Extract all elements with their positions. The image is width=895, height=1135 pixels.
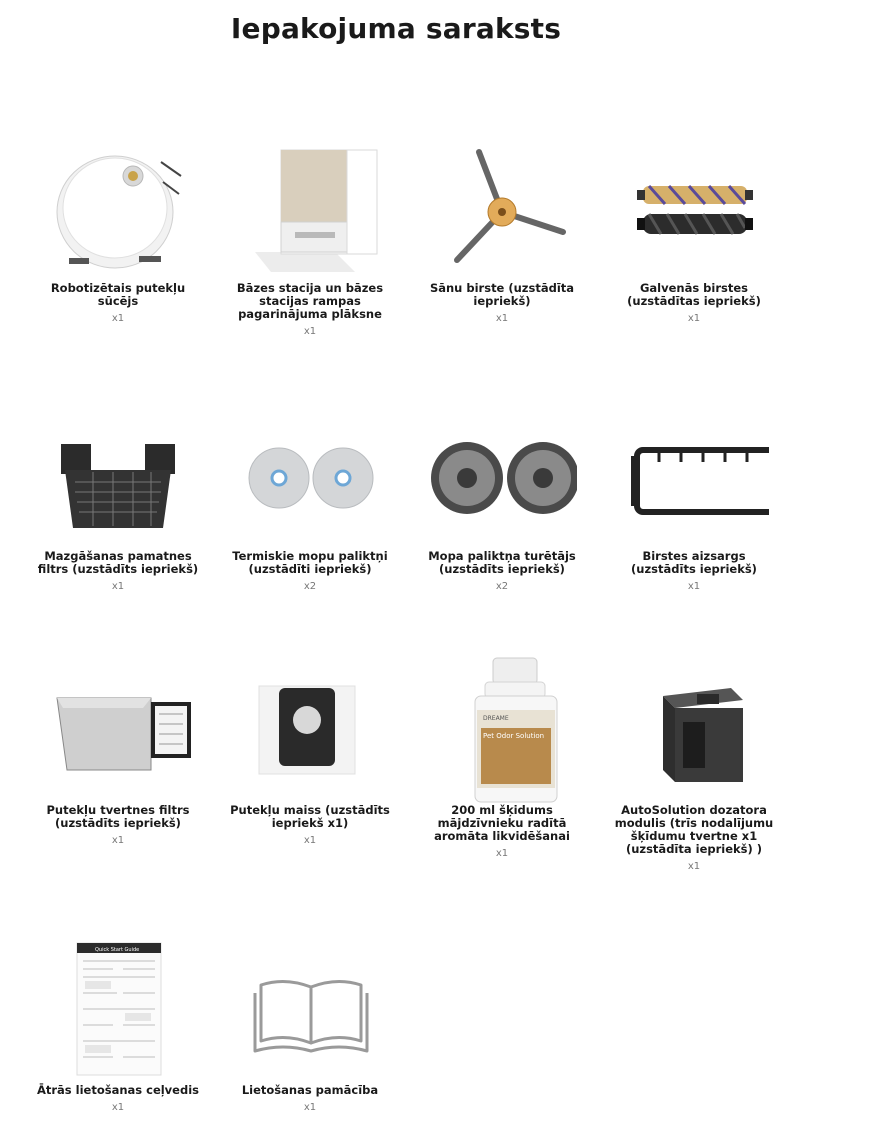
item-quantity: x1 [687, 313, 701, 324]
brush-guard-icon [619, 410, 769, 540]
item-name: Galvenās birstes (uzstādītas iepriekš) [627, 281, 761, 308]
package-item [598, 654, 790, 872]
mop-holder-icon [427, 410, 577, 540]
package-item [22, 934, 214, 1113]
item-name: Bāzes stacija un bāzes stacijas rampas pagarinājuma plāksne [236, 281, 384, 321]
mop-pads-icon [235, 410, 385, 540]
item-quantity: x1 [111, 581, 125, 592]
item-name: Sānu birste (uzstādīta iepriekš) [429, 281, 575, 308]
item-name: Mazgāšanas pamatnes filtrs (uzstādīts iepriekš) [37, 549, 199, 576]
quick-guide-icon [43, 939, 193, 1079]
bottle-product-label: Pet Odor Solution [483, 732, 545, 740]
washboard-filter-icon [43, 410, 193, 540]
package-item [214, 654, 406, 846]
dust-bag-icon [235, 664, 385, 794]
bottle-brand-label: DREAME [483, 715, 509, 722]
item-quantity: x1 [495, 848, 509, 859]
package-item [214, 934, 406, 1113]
item-quantity: x1 [111, 313, 125, 324]
robot-vacuum-icon [43, 142, 193, 272]
main-brushes-icon [619, 142, 769, 272]
item-name: Mopa paliktņa turētājs (uzstādīts iepriekš) [428, 549, 576, 576]
item-name: Putekļu maiss (uzstādīts iepriekš x1) [230, 803, 390, 830]
item-quantity: x1 [303, 326, 317, 337]
package-item [22, 132, 214, 324]
package-item [598, 132, 790, 324]
item-name: AutoSolution dozatora modulis (trīs nodalījumu šķīdumu tvertne x1 (uzstādīta iepriekš) ) [614, 803, 774, 856]
item-name: 200 ml šķidums mājdzīvnieku radītā aromāta likvidēšanai [434, 803, 570, 843]
item-quantity: x1 [111, 835, 125, 846]
package-item [406, 400, 598, 592]
dispenser-module-icon [619, 664, 769, 794]
item-quantity: x1 [111, 1102, 125, 1113]
solution-bottle-icon [427, 654, 577, 804]
page-title: Iepakojuma saraksts [230, 12, 562, 45]
item-quantity: x1 [495, 313, 509, 324]
dustbin-filter-icon [43, 664, 193, 794]
side-brush-icon [427, 142, 577, 272]
package-item [22, 654, 214, 846]
item-quantity: x1 [303, 1102, 317, 1113]
package-item [406, 654, 598, 859]
package-item [214, 400, 406, 592]
package-item [22, 400, 214, 592]
package-item [598, 400, 790, 592]
item-name: Termiskie mopu paliktņi (uzstādīti iepriekš) [232, 549, 388, 576]
base-station-icon [235, 142, 385, 272]
guide-header-label: Quick Start Guide [95, 947, 140, 953]
item-quantity: x1 [687, 861, 701, 872]
item-name: Lietošanas pamācība [241, 1083, 379, 1097]
item-name: Birstes aizsargs (uzstādīts iepriekš) [631, 549, 757, 576]
item-quantity: x2 [495, 581, 509, 592]
package-item [406, 132, 598, 324]
item-name: Robotizētais putekļu sūcējs [50, 281, 186, 308]
item-name: Ātrās lietošanas ceļvedis [36, 1083, 200, 1097]
manual-book-icon [235, 939, 385, 1079]
item-name: Putekļu tvertnes filtrs (uzstādīts iepriekš) [46, 803, 190, 830]
item-quantity: x1 [303, 835, 317, 846]
item-quantity: x1 [687, 581, 701, 592]
item-quantity: x2 [303, 581, 317, 592]
package-item [214, 132, 406, 337]
